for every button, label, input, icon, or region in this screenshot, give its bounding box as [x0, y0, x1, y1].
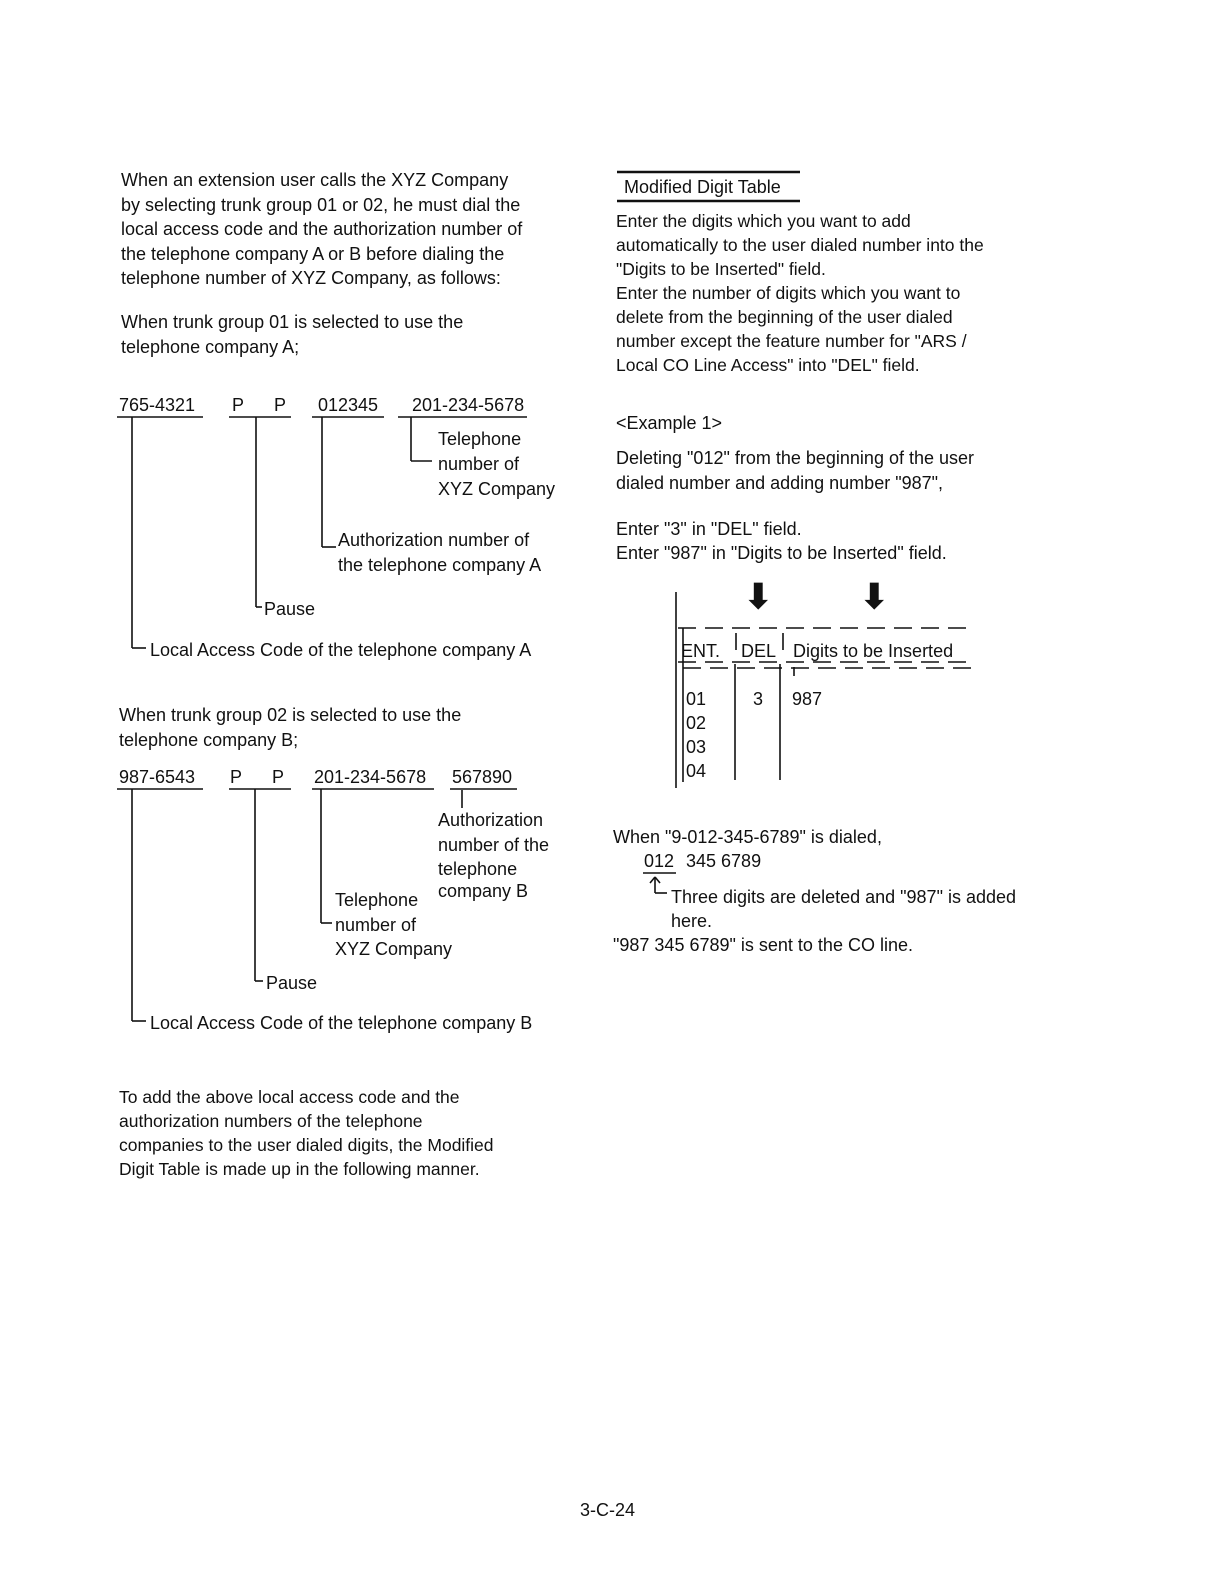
group-a-lead: When trunk group 01 is selected to use the telephone company A; — [121, 312, 464, 357]
result-line: "987 345 6789" is sent to the CO line. — [613, 935, 913, 955]
section-title: Modified Digit Table — [624, 177, 781, 197]
example-description: Deleting "012" from the beginning of the user dialed number and adding number "987", — [616, 448, 975, 493]
dial-remaining-digits: 345 6789 — [686, 851, 762, 871]
pause-2-a: P — [274, 395, 287, 415]
intro-paragraph: When an extension user calls the XYZ Company by selecting trunk group 01 or 02, he must dial the local access code and the authorization number of the telephone company A or B before dialing the telephone number of XYZ Company, as follows: — [121, 170, 523, 288]
header-ent: ENT. — [681, 641, 721, 661]
row-ent: 02 — [686, 713, 707, 733]
label-auth-b-2: number of the — [438, 835, 550, 855]
label-phone-a-1: Telephone — [438, 429, 522, 449]
label-auth-a-2: the telephone company A — [338, 555, 542, 575]
page-number: 3-C-24 — [580, 1500, 636, 1520]
label-phone-a-2: number of — [438, 454, 520, 474]
example-label: <Example 1> — [616, 413, 723, 433]
auth-number-a: 012345 — [318, 395, 379, 415]
label-pause-a: Pause — [264, 599, 316, 619]
closing-paragraph: To add the above local access code and the authorization numbers of the telephone companies to the user dialed digits, the Modified Digit Table is made up in the following manner. — [119, 1087, 494, 1179]
arrow-down-icon: ⬇ — [744, 578, 773, 616]
dial-note-2: here. — [671, 911, 713, 931]
row-ent: 04 — [686, 761, 707, 781]
row-del: 3 — [753, 689, 764, 709]
label-code-a: Local Access Code of the telephone company A — [150, 640, 532, 660]
row-ent: 01 — [686, 689, 707, 709]
dial-note-1: Three digits are deleted and "987" is added — [671, 887, 1017, 907]
label-auth-b-3: telephone — [438, 859, 518, 879]
phone-number-b: 201-234-5678 — [314, 767, 427, 787]
group-b-lead: When trunk group 02 is selected to use the telephone company B; — [119, 705, 462, 750]
label-code-b: Local Access Code of the telephone company B — [150, 1013, 533, 1033]
dial-deleted-digits: 012 — [644, 851, 675, 871]
label-pause-b: Pause — [266, 973, 318, 993]
row-digits: 987 — [792, 689, 823, 709]
header-del: DEL — [741, 641, 777, 661]
label-phone-a-3: XYZ Company — [438, 479, 556, 499]
access-code-b: 987-6543 — [119, 767, 196, 787]
label-auth-b-1: Authorization — [438, 810, 544, 830]
phone-number-a: 201-234-5678 — [412, 395, 525, 415]
label-phone-b-2: number of — [335, 915, 417, 935]
enter-instructions: Enter "3" in "DEL" field. Enter "987" in "Digits to be Inserted" field. — [616, 519, 947, 563]
dial-line: When "9-012-345-6789" is dialed, — [613, 827, 882, 847]
label-phone-b-1: Telephone — [335, 890, 419, 910]
pause-2-b: P — [272, 767, 285, 787]
label-phone-b-3: XYZ Company — [335, 939, 453, 959]
pause-1-b: P — [230, 767, 243, 787]
header-digits: Digits to be Inserted — [793, 641, 954, 661]
table-description: Enter the digits which you want to add automatically to the user dialed number into the "Digits to be Inserted" field. Enter the number of digits which you want to delete from the beginning of the user dialed number except the feature number for "ARS / Local CO Line Access" into "DEL" field. — [616, 211, 984, 375]
pause-1-a: P — [232, 395, 245, 415]
arrow-down-icon: ⬇ — [860, 578, 889, 616]
label-auth-b-4: company B — [438, 881, 529, 901]
auth-number-b: 567890 — [452, 767, 513, 787]
row-ent: 03 — [686, 737, 707, 757]
label-auth-a-1: Authorization number of — [338, 530, 530, 550]
access-code-a: 765-4321 — [119, 395, 196, 415]
